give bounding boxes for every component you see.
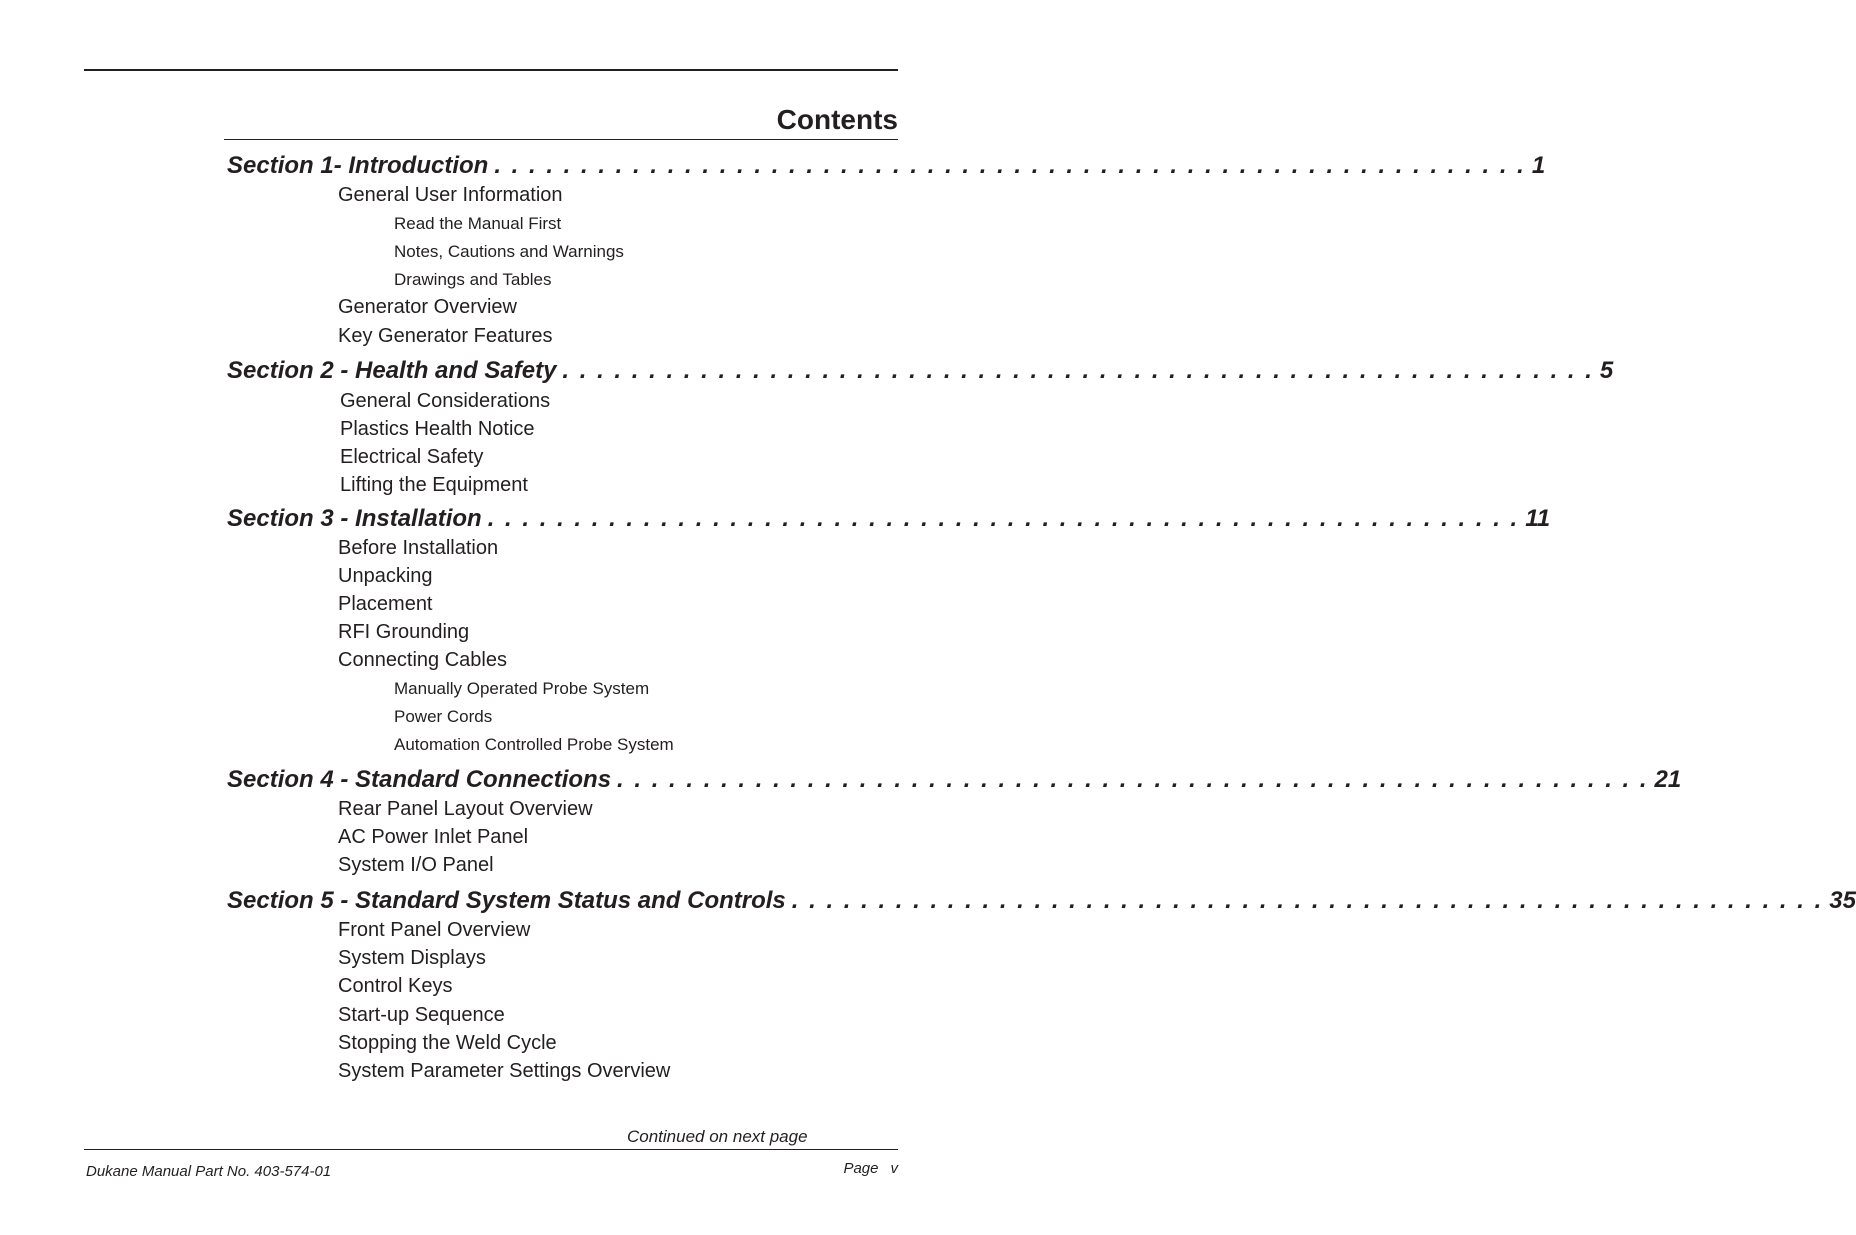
toc-subsection-item[interactable]: Stopping the Weld Cycle (338, 1032, 557, 1054)
toc-subsection-item[interactable]: Start-up Sequence (338, 1004, 505, 1026)
toc-page-number: 11 (1525, 505, 1551, 532)
section-3-installation[interactable] (227, 504, 1551, 534)
dot-leader: . . . . . . . . . . . . . . . . . . . . . . . . . . . . . . . . . . . . . . . . . . . . . . . . . . . . . . . . . . . . (791, 887, 1824, 914)
toc-subsection-item[interactable]: Unpacking (338, 565, 433, 587)
toc-subsection-item[interactable]: Key Generator Features (338, 325, 553, 347)
toc-section-title: Section 1- Introduction (227, 152, 489, 179)
toc-subsubsection-item[interactable]: Read the Manual First (394, 214, 562, 233)
toc-subsubsection-item[interactable]: Power Cords (394, 707, 493, 726)
toc-subsection-item[interactable]: RFI Grounding (338, 621, 470, 643)
toc-subsection-item[interactable]: Rear Panel Layout Overview (338, 798, 593, 820)
toc-subsection-item[interactable]: Before Installation (338, 537, 499, 559)
toc-subsection-item[interactable]: Lifting the Equipment (340, 474, 528, 496)
toc-subsection-item[interactable]: General User Information (338, 184, 563, 206)
toc-section-title: Section 5 - Standard System Status and Controls (227, 887, 786, 914)
toc-subsection-item[interactable]: System Displays (338, 947, 486, 969)
toc-subsection-item[interactable]: Electrical Safety (340, 446, 484, 468)
page-title: Contents (776, 104, 898, 135)
footer-rule (84, 1149, 898, 1150)
toc-subsection-item[interactable]: System I/O Panel (338, 854, 494, 876)
toc-subsection-item[interactable]: Placement (338, 593, 433, 615)
toc-section-title: Section 3 - Installation (227, 505, 482, 532)
footer-page (843, 1160, 898, 1178)
dot-leader: . . . . . . . . . . . . . . . . . . . . . . . . . . . . . . . . . . . . . . . . . . . . . . . . . . . . . . . . . . . . (617, 766, 1649, 793)
footer-part-number: Dukane Manual Part No. 403-574-01 (86, 1163, 332, 1180)
toc-subsection-item[interactable]: Front Panel Overview (338, 919, 531, 941)
toc-subsubsection-item[interactable]: Automation Controlled Probe System (394, 735, 674, 754)
toc-subsubsection-item[interactable]: Manually Operated Probe System (394, 679, 650, 698)
footer-page-number: v (890, 1160, 898, 1177)
toc-subsection-item[interactable]: Generator Overview (338, 296, 517, 318)
dot-leader: . . . . . . . . . . . . . . . . . . . . . . . . . . . . . . . . . . . . . . . . . . . . . . . . . . . . . . . . . . . . (562, 357, 1594, 384)
toc-page-number: 1 (1531, 152, 1546, 179)
toc-page-number: 5 (1599, 357, 1614, 384)
toc-page-number: 35 (1829, 887, 1856, 914)
toc-subsubsection-item[interactable]: Notes, Cautions and Warnings (394, 242, 624, 261)
footer-page-label: Page (843, 1160, 879, 1177)
toc-subsection-item[interactable]: System Parameter Settings Overview (338, 1060, 671, 1082)
toc-subsection-item[interactable]: AC Power Inlet Panel (338, 826, 529, 848)
toc-section-title: Section 4 - Standard Connections (227, 766, 612, 793)
toc-subsection-item[interactable]: Control Keys (338, 975, 453, 997)
toc-subsection-item[interactable]: Connecting Cables (338, 649, 507, 671)
dot-leader: . . . . . . . . . . . . . . . . . . . . . . . . . . . . . . . . . . . . . . . . . . . . . . . . . . . . . . . . . . . . (487, 505, 1520, 532)
dot-leader: . . . . . . . . . . . . . . . . . . . . . . . . . . . . . . . . . . . . . . . . . . . . . . . . . . . . . . . . . . . . (494, 152, 1526, 179)
toc-page-number: 21 (1654, 766, 1682, 793)
section-2-health-and-safety[interactable] (227, 356, 1614, 386)
section-1-introduction[interactable] (227, 151, 1546, 181)
toc-subsection-item[interactable]: General Considerations (340, 390, 551, 412)
section-4-standard-connections[interactable] (227, 765, 1682, 795)
section-5-standard-system-status-and-controls[interactable] (227, 886, 1856, 916)
toc-section-title: Section 2 - Health and Safety (227, 357, 557, 384)
toc-subsection-item[interactable]: Plastics Health Notice (340, 418, 535, 440)
toc-subsubsection-item[interactable]: Drawings and Tables (394, 270, 552, 289)
continued-note: Continued on next page (627, 1127, 808, 1146)
